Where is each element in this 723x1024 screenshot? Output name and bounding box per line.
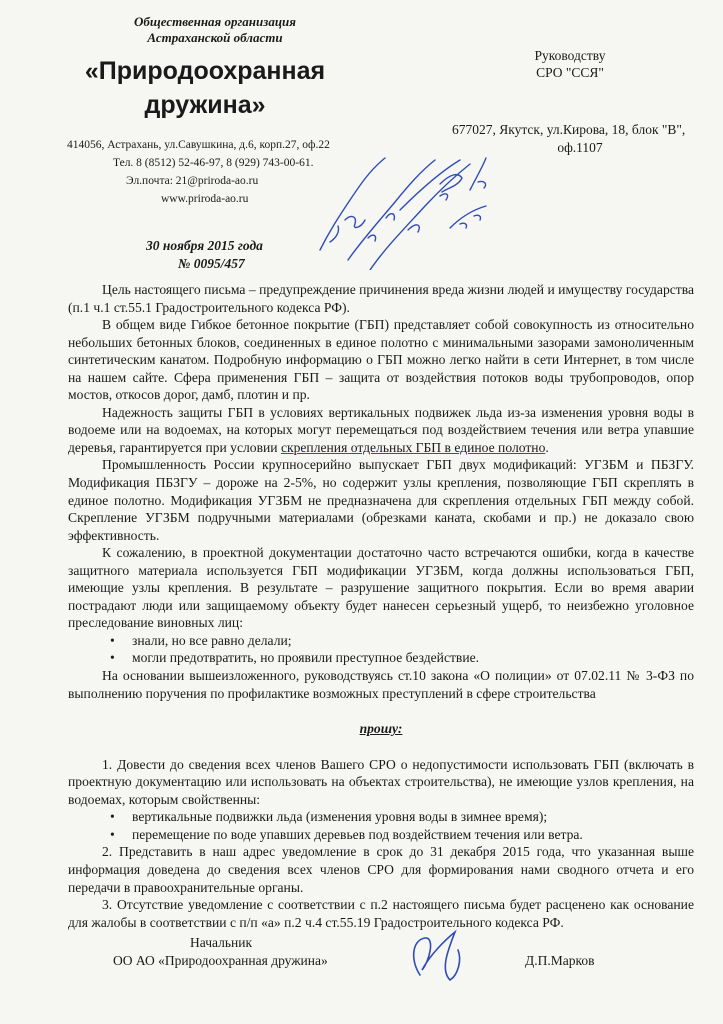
org-website: www.priroda-ao.ru	[161, 193, 249, 205]
conditions-list	[68, 808, 694, 843]
paragraph-reliability	[68, 404, 694, 457]
paragraph-gbp-description: В общем виде Гибкое бетонное покрытие (ГБП) представляет собой совокупность из относительно небольших бетонных блоков, соединенных в единое полотно с минимальными зазорами замоноличенным синтетическим канатом. Подробную информацию о ГБП можно легко найти в сети Интернет, в том числе на нашем сайте. Сфера применения ГБП – защита от воздействия потоков воды трубопроводов, опор мостов, откосов дорог, дамб, плотин и пр.	[68, 317, 694, 403]
org-address: 414056, Астрахань, ул.Савушкина, д.6, корп.27, оф.22	[67, 139, 330, 151]
liability-item: • могли предотвратить, но проявили преступное бездействие.	[132, 649, 694, 667]
handwritten-resolution	[290, 120, 520, 270]
reliability-underlined-text: скрепления отдельных ГБП в единое полотно	[280, 439, 546, 455]
request-heading: прошу:	[359, 721, 403, 737]
request-item-3: 3. Отсутствие уведомление с соответствии с п.2 настоящего письма будет расценено как основание для жалобы в соответствии с п/п «а» п.2 ч.4 ст.55.19 Градостроительного кодекса РФ.	[68, 897, 694, 930]
request-item-1: 1. Довести до сведения всех членов Вашего СРО о недопустимости использовать ГБП (включать в проектную документацию или использовать на объектах строительства), не имеющие узлов крепления, на водоемах, которым свойственны:	[68, 756, 694, 807]
condition-item: • перемещение по воде упавших деревьев под воздействием течения или ветра.	[132, 826, 694, 844]
liability-item: • знали, но все равно делали;	[132, 632, 694, 650]
addressee-line1: Руководству	[534, 48, 606, 63]
reliability-text: Надежность защиты ГБП в условиях вертикальных подвижек льда из-за изменения уровня воды в водоеме или на водоемах, на которых могут перемещаться под воздействием течения или ветра упавшие деревья, гарантируется при условии	[68, 404, 694, 455]
org-name-line2: дружина»	[144, 91, 266, 119]
addressee-line2: СРО "ССЯ"	[536, 65, 604, 80]
request-item-2: 2. Представить в наш адрес уведомление в срок до 31 декабря 2015 года, что указанная выше информация доведена до сведения всех членов СРО для формирования нами сводного отчета и его передачи в правоохранительные органы.	[68, 844, 694, 895]
paragraph-purpose: Цель настоящего письма – предупреждение причинения вреда жизни людей и имуществу государства (п.1 ч.1 ст.55.1 Градостроительного кодекса РФ).	[68, 282, 694, 315]
letter-body	[68, 281, 694, 931]
org-name-line1: «Природоохранная	[84, 57, 326, 85]
paragraph-modifications: Промышленность России крупносерийно выпускает ГБП двух модификаций: УГЗБМ и ПБЗГУ. Модификация ПБЗГУ – дороже на 2-5%, но содержит узлы крепления, позволяющие ГБП скреплять в единое полотно. Модификация УГЗБМ не предназначена для скрепления отдельных ГБП между собой. Скрепление УГЗБМ подручными материалами (обрезками каната, скобами и пр.) не доказало свою эффективность.	[68, 457, 694, 543]
paragraph-errors: К сожалению, в проектной документации достаточно часто встречаются ошибки, когда в качестве защитного материала используется ГБП модификации УГЗБМ, когда должны использоваться ГБП, имеющие узлы крепления. В результате – разрушение защитного покрытия. Если во время аварии пострадают люди или защищаемому объекту будет нанесен серьезный ущерб, то неизбежно уголовное преследование виновных лиц:	[68, 545, 694, 631]
org-type-line: Общественная организация	[134, 14, 296, 29]
signer-name: Д.П.Марков	[525, 953, 595, 968]
org-phone: Тел. 8 (8512) 52-46-97, 8 (929) 743-00-61.	[113, 157, 314, 169]
signer-organization: ОО АО «Природоохранная дружина»	[113, 953, 328, 968]
addressee-address-line1: 677027, Якутск, ул.Кирова, 18, блок "В",	[452, 122, 686, 137]
letter-date: 30 ноября 2015 года	[146, 238, 263, 253]
addressee-address-line2: оф.1107	[557, 140, 603, 155]
reliability-text-end: .	[545, 439, 549, 455]
org-region-line: Астраханской области	[147, 30, 283, 45]
signature-scribble	[400, 920, 480, 990]
signer-title: Начальник	[190, 935, 253, 950]
org-email: Эл.почта: 21@priroda-ao.ru	[126, 175, 259, 187]
liability-list	[68, 632, 694, 667]
paragraph-basis: На основании вышеизложенного, руководствуясь ст.10 закона «О полиции» от 07.02.11 № 3-ФЗ по выполнению поручения по профилактике возможных преступлений в сфере строительства	[68, 668, 694, 701]
condition-item: • вертикальные подвижки льда (изменения уровня воды в зимнее время);	[132, 808, 694, 826]
letter-number: № 0095/457	[178, 256, 245, 271]
